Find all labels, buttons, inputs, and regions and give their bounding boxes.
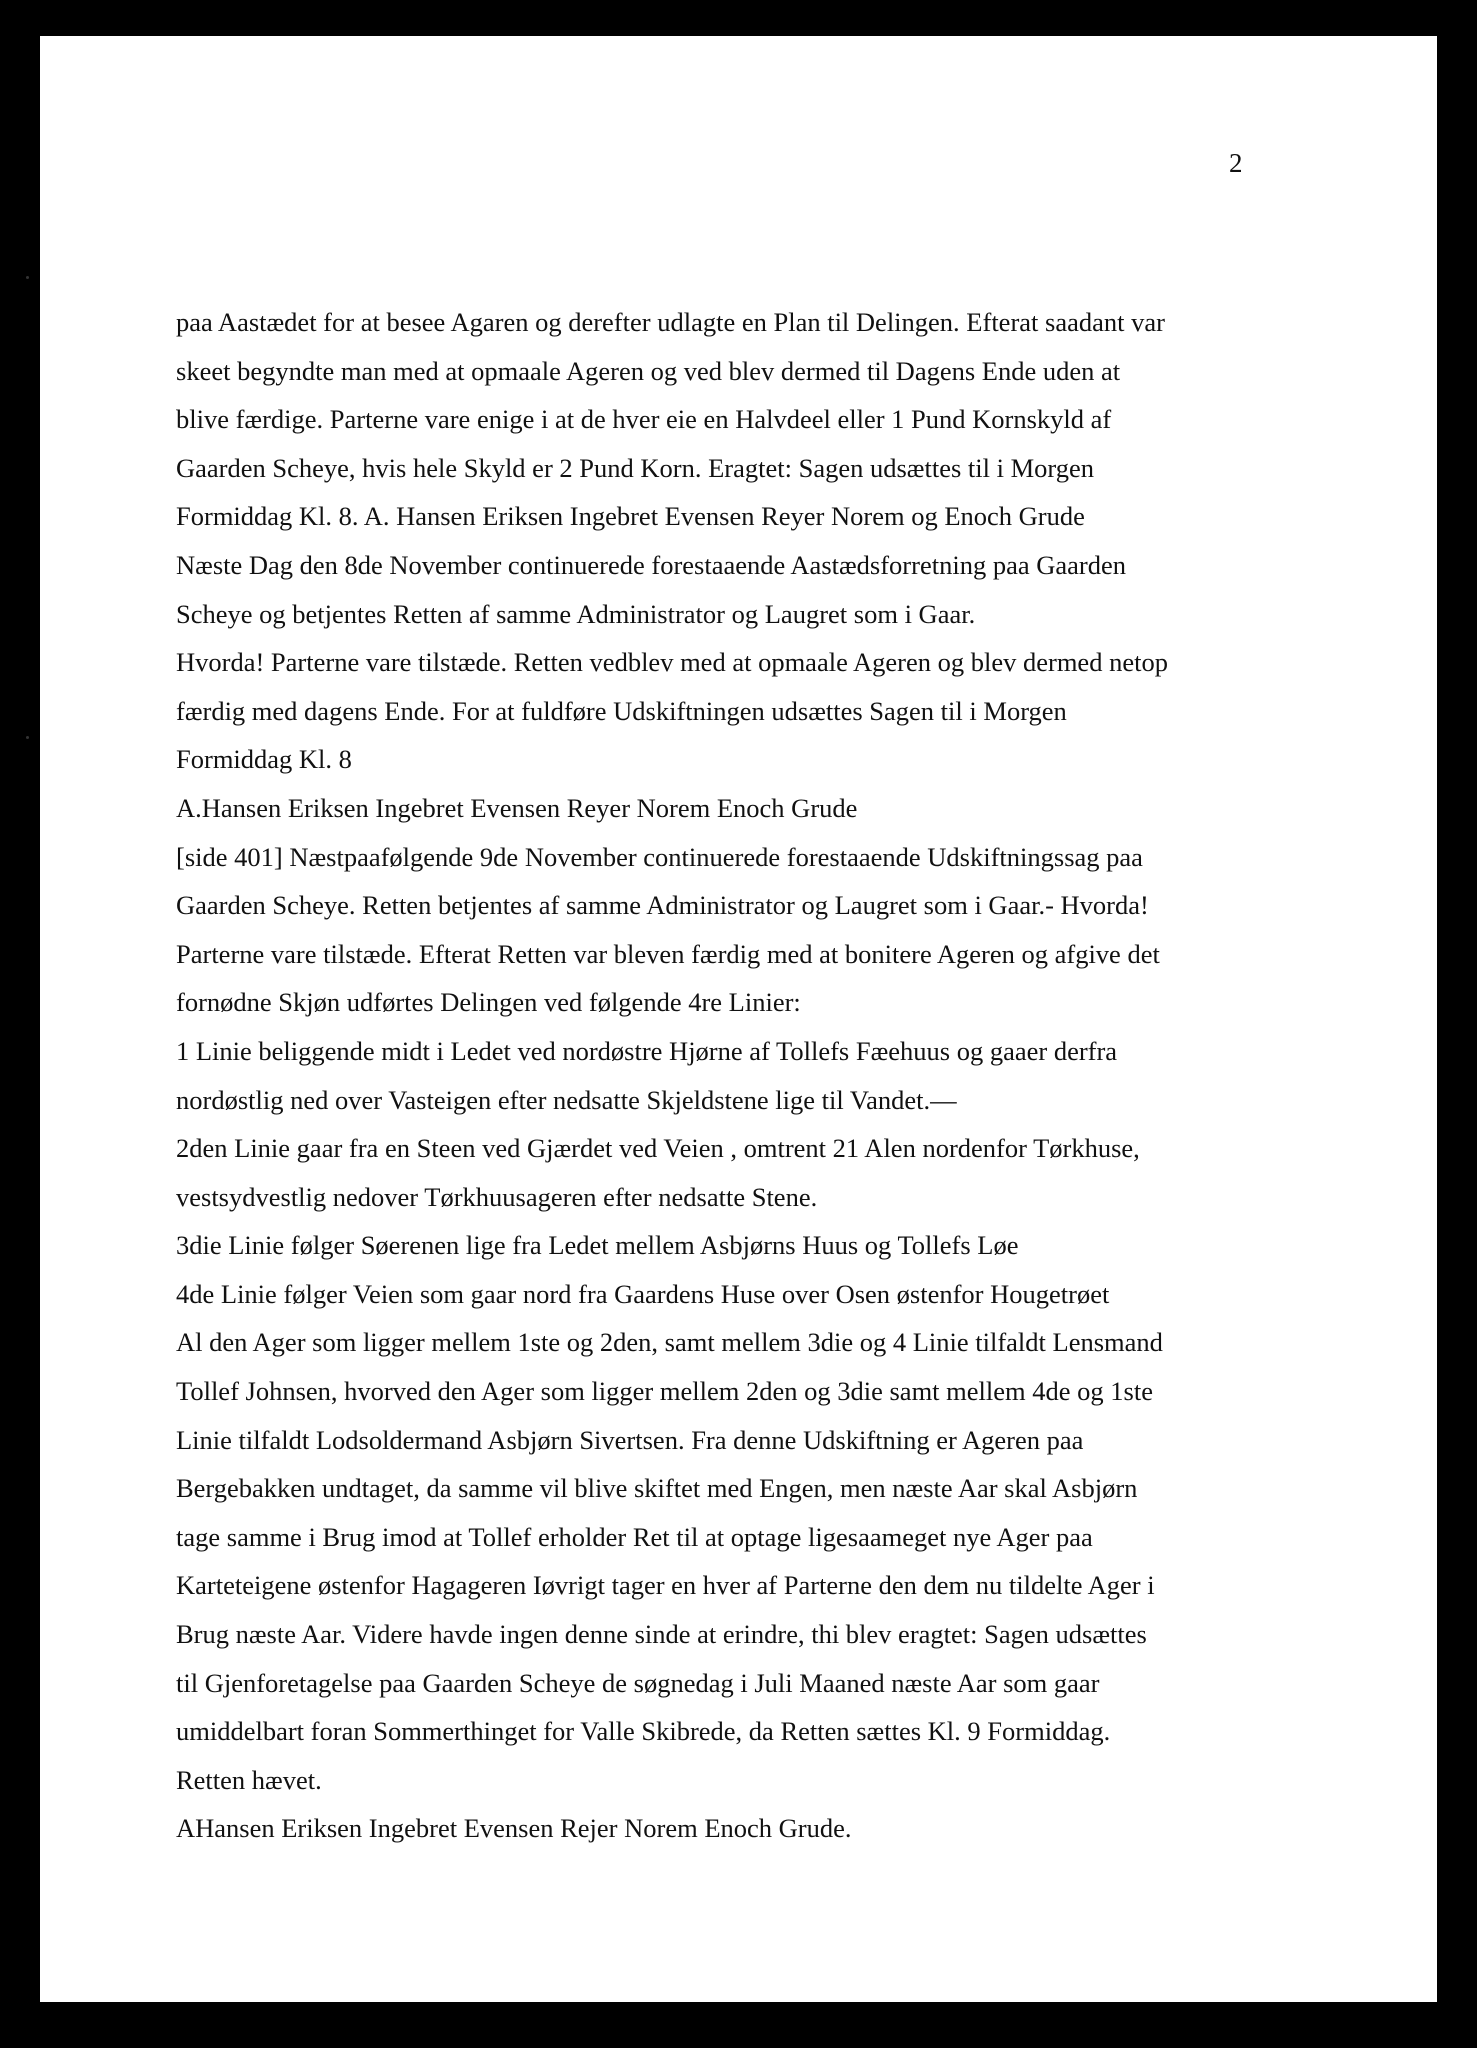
text-line: Gaarden Scheye, hvis hele Skyld er 2 Pund Korn. Eragtet: Sagen udsættes til i Morgen xyxy=(176,452,1095,483)
text-line: blive færdige. Parterne vare enige i at de hver eie en Halvdeel eller 1 Pund Kornskyld af xyxy=(176,404,1112,435)
text-line: til Gjenforetagelse paa Gaarden Scheye de søgnedag i Juli Maaned næste Aar som gaar xyxy=(176,1667,1100,1698)
text-line: Næste Dag den 8de November continuerede forestaaende Aastædsforretning paa Gaarden xyxy=(176,549,1126,580)
text-line: Scheye og betjentes Retten af samme Administrator og Laugret som i Gaar. xyxy=(176,598,976,629)
text-line: nordøstlig ned over Vasteigen efter nedsatte Skjeldstene lige til Vandet.— xyxy=(176,1084,957,1115)
text-line: færdig med dagens Ende. For at fuldføre Udskiftningen udsættes Sagen til i Morgen xyxy=(176,695,1067,726)
text-line: A.Hansen Eriksen Ingebret Evensen Reyer Norem Enoch Grude xyxy=(176,792,858,823)
text-line: 1 Linie beliggende midt i Ledet ved nordøstre Hjørne af Tollefs Fæehuus og gaaer derfra xyxy=(176,1035,1118,1066)
text-line: AHansen Eriksen Ingebret Evensen Rejer Norem Enoch Grude. xyxy=(176,1813,852,1844)
text-line: [side 401] Næstpaafølgende 9de November continuerede forestaaende Udskiftningssag paa xyxy=(176,841,1143,872)
text-line: Retten hævet. xyxy=(176,1764,322,1795)
document-body xyxy=(176,298,1326,1853)
text-line: fornødne Skjøn udførtes Delingen ved følgende 4re Linier: xyxy=(176,987,801,1018)
text-line: Linie tilfaldt Lodsoldermand Asbjørn Sivertsen. Fra denne Udskiftning er Ageren paa xyxy=(176,1424,1084,1455)
text-line: Brug næste Aar. Videre havde ingen denne sinde at erindre, thi blev eragtet: Sagen udsættes xyxy=(176,1619,1147,1650)
text-line: Hvorda! Parterne vare tilstæde. Retten vedblev med at opmaale Ageren og blev dermed netop xyxy=(176,647,1168,678)
text-line: Gaarden Scheye. Retten betjentes af samme Administrator og Laugret som i Gaar.- Hvorda! xyxy=(176,890,1149,921)
text-line: paa Aastædet for at besee Agaren og derefter udlagte en Plan til Delingen. Efterat saadant var xyxy=(176,307,1165,337)
scan-speck xyxy=(26,276,29,279)
text-line: Formiddag Kl. 8. A. Hansen Eriksen Ingebret Evensen Reyer Norem og Enoch Grude xyxy=(176,501,1085,532)
page-number: 2 xyxy=(1229,148,1243,178)
text-line: Bergebakken undtaget, da samme vil blive skiftet med Engen, men næste Aar skal Asbjørn xyxy=(176,1473,1138,1504)
text-line: Tollef Johnsen, hvorved den Ager som ligger mellem 2den og 3die samt mellem 4de og 1ste xyxy=(176,1376,1153,1407)
text-line: 2den Linie gaar fra en Steen ved Gjærdet ved Veien , omtrent 21 Alen nordenfor Tørkhuse, xyxy=(176,1133,1140,1164)
text-line: umiddelbart foran Sommerthinget for Valle Skibrede, da Retten sættes Kl. 9 Formiddag. xyxy=(176,1716,1111,1747)
text-line: Karteteigene østenfor Hagageren Iøvrigt tager en hver af Parterne den dem nu tildelte Ager i xyxy=(176,1570,1155,1601)
text-line: Al den Ager som ligger mellem 1ste og 2den, samt mellem 3die og 4 Linie tilfaldt Lensmand xyxy=(176,1327,1163,1358)
text-line: 4de Linie følger Veien som gaar nord fra Gaardens Huse over Osen østenfor Hougetrøet xyxy=(176,1278,1110,1309)
text-line: Parterne vare tilstæde. Efterat Retten var bleven færdig med at bonitere Ageren og afgive det xyxy=(176,938,1160,969)
text-line: skeet begyndte man med at opmaale Ageren og ved blev dermed til Dagens Ende uden at xyxy=(176,355,1121,386)
scan-speck xyxy=(26,736,29,739)
text-line: vestsydvestlig nedover Tørkhuusageren efter nedsatte Stene. xyxy=(176,1181,818,1212)
text-line: 3die Linie følger Søerenen lige fra Ledet mellem Asbjørns Huus og Tollefs Løe xyxy=(176,1230,1019,1261)
text-line: tage samme i Brug imod at Tollef erholder Ret til at optage ligesaameget nye Ager paa xyxy=(176,1521,1093,1552)
text-line: Formiddag Kl. 8 xyxy=(176,744,352,775)
